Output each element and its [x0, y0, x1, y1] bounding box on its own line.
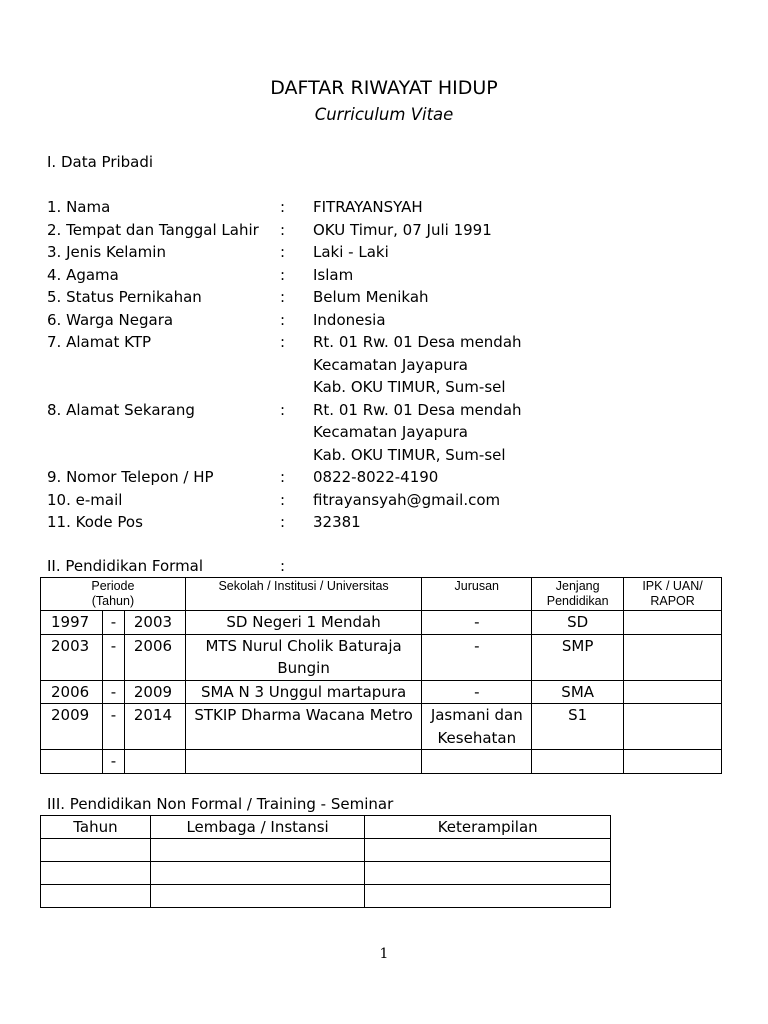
field-colon: : — [280, 490, 286, 509]
cell-end-year: 2003 — [124, 611, 185, 635]
field-value: FITRAYANSYAH — [313, 198, 423, 216]
cell-start-year: 1997 — [41, 611, 103, 635]
cell-dash: - — [102, 611, 124, 635]
header-period — [41, 578, 186, 611]
header-period-line1: Periode — [91, 579, 135, 593]
header-period-line2: (Tahun) — [91, 594, 135, 608]
cell-level: SD — [532, 611, 624, 635]
cell-score — [624, 611, 722, 635]
cell-level: SMP — [532, 634, 624, 680]
header-skill: Keterampilan — [365, 816, 611, 839]
field-label: 11. Kode Pos — [47, 513, 143, 531]
nonformal-education-table — [40, 815, 611, 908]
cell-major — [422, 704, 532, 750]
section-heading-nonformal: III. Pendidikan Non Formal / Training - Seminar — [47, 795, 394, 813]
cell-school-line: Bungin — [277, 659, 330, 677]
section-heading-formal-colon: : — [280, 557, 286, 575]
field-label: 5. Status Pernikahan — [47, 288, 202, 306]
field-colon: : — [280, 198, 286, 216]
cell-end-year: 2014 — [124, 704, 185, 750]
field-colon: : — [280, 333, 286, 351]
cell-school — [185, 634, 421, 680]
cell-score — [624, 704, 722, 750]
field-value: Rt. 01 Rw. 01 Desa mendah — [313, 400, 522, 419]
cell-dash: - — [102, 680, 124, 704]
cell-dash: - — [102, 634, 124, 680]
cell-school — [185, 704, 421, 750]
header-score-line1: IPK / UAN/ — [642, 579, 703, 593]
cell-skill — [365, 885, 611, 908]
cell-major — [422, 611, 532, 635]
field-label: 7. Alamat KTP — [47, 333, 152, 351]
table-row — [41, 839, 611, 862]
cell-year — [41, 862, 151, 885]
cell-major-line: - — [474, 682, 480, 701]
field-label: 10. e-mail — [47, 490, 123, 509]
field-label: 1. Nama — [47, 198, 111, 216]
field-label: 2. Tempat dan Tanggal Lahir — [47, 220, 259, 239]
cell-level: S1 — [532, 704, 624, 750]
cell-major-line: Jasmani dan — [430, 706, 523, 724]
field-value: OKU Timur, 07 Juli 1991 — [313, 220, 492, 239]
field-value: Kecamatan Jayapura — [313, 423, 468, 441]
field-label: 3. Jenis Kelamin — [47, 243, 166, 261]
cell-dash: - — [102, 750, 124, 774]
cell-start-year: 2006 — [41, 680, 103, 704]
header-score-line2: RAPOR — [650, 594, 695, 608]
cell-institution — [150, 862, 365, 885]
table-row — [41, 750, 722, 774]
cell-skill — [365, 839, 611, 862]
field-value: 32381 — [313, 513, 361, 531]
field-colon: : — [280, 310, 286, 329]
header-major: Jurusan — [422, 578, 532, 611]
cell-skill — [365, 862, 611, 885]
field-colon: : — [280, 288, 286, 306]
field-value: Belum Menikah — [313, 288, 429, 306]
field-value: Kecamatan Jayapura — [313, 355, 468, 374]
cell-school — [185, 750, 421, 774]
field-colon: : — [280, 468, 286, 486]
cell-major-line: Kesehatan — [437, 728, 517, 747]
table-row — [41, 611, 722, 635]
cell-end-year: 2006 — [124, 634, 185, 680]
table-row — [41, 885, 611, 908]
cell-end-year: 2009 — [124, 680, 185, 704]
document-subtitle: Curriculum Vitae — [314, 105, 454, 124]
cell-start-year: 2003 — [41, 634, 103, 680]
cell-major — [422, 634, 532, 680]
table-row — [41, 634, 722, 680]
header-score — [624, 578, 722, 611]
table-row — [41, 862, 611, 885]
formal-education-rows — [41, 611, 722, 774]
cell-school-line: STKIP Dharma Wacana Metro — [194, 706, 413, 724]
cell-school — [185, 611, 421, 635]
header-level-line2: Pendidikan — [546, 594, 609, 608]
cell-major — [422, 680, 532, 704]
field-value: Rt. 01 Rw. 01 Desa mendah — [313, 333, 522, 351]
field-value: Kab. OKU TIMUR, Sum-sel — [313, 378, 506, 396]
document-title: DAFTAR RIWAYAT HIDUP — [270, 77, 498, 99]
cell-major — [422, 750, 532, 774]
cell-end-year — [124, 750, 185, 774]
field-value: Kab. OKU TIMUR, Sum-sel — [313, 445, 506, 464]
cell-school-line: MTS Nurul Cholik Baturaja — [205, 636, 402, 655]
formal-education-table — [40, 577, 722, 774]
cell-major-line: - — [474, 613, 480, 631]
cell-institution — [150, 839, 365, 862]
field-value: Indonesia — [313, 310, 386, 329]
cell-start-year: 2009 — [41, 704, 103, 750]
header-school: Sekolah / Institusi / Universitas — [185, 578, 421, 611]
nonformal-education-rows — [41, 839, 611, 908]
cell-start-year — [41, 750, 103, 774]
cell-institution — [150, 885, 365, 908]
field-colon: : — [280, 220, 286, 239]
table-row — [41, 680, 722, 704]
field-value: Laki - Laki — [313, 243, 389, 261]
cell-school-line: SMA N 3 Unggul martapura — [200, 682, 407, 701]
field-colon: : — [280, 400, 286, 419]
field-value: 0822-8022-4190 — [313, 468, 439, 486]
field-label: 4. Agama — [47, 265, 119, 284]
cell-score — [624, 750, 722, 774]
field-value: Islam — [313, 265, 354, 284]
cell-year — [41, 885, 151, 908]
field-label: 8. Alamat Sekarang — [47, 400, 195, 419]
field-colon: : — [280, 243, 286, 261]
field-colon: : — [280, 265, 286, 284]
header-level-line1: Jenjang — [555, 579, 600, 593]
cell-score — [624, 634, 722, 680]
page-number: 1 — [379, 946, 389, 962]
header-institution: Lembaga / Instansi — [150, 816, 365, 839]
section-heading-personal: I. Data Pribadi — [47, 153, 154, 171]
cell-year — [41, 839, 151, 862]
header-level — [532, 578, 624, 611]
field-label: 9. Nomor Telepon / HP — [47, 468, 214, 486]
cell-score — [624, 680, 722, 704]
section-heading-formal: II. Pendidikan Formal — [47, 557, 204, 575]
cell-school — [185, 680, 421, 704]
cell-school-line: SD Negeri 1 Mendah — [226, 613, 381, 631]
field-value: fitrayansyah@gmail.com — [313, 490, 501, 509]
cell-level: SMA — [532, 680, 624, 704]
cell-major-line: - — [474, 636, 480, 655]
header-year: Tahun — [41, 816, 151, 839]
cell-dash: - — [102, 704, 124, 750]
table-row — [41, 704, 722, 750]
field-label: 6. Warga Negara — [47, 310, 174, 329]
cell-level — [532, 750, 624, 774]
field-colon: : — [280, 513, 286, 531]
